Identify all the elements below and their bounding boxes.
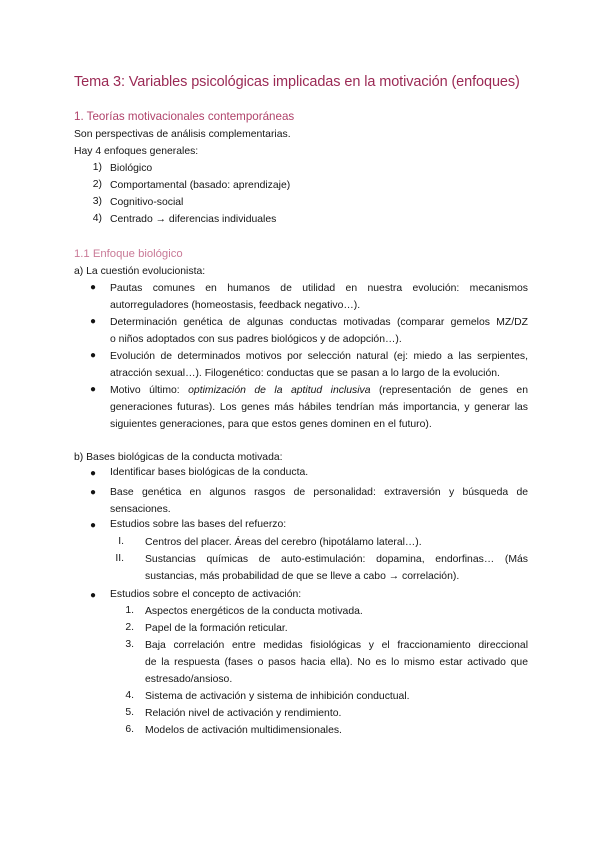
- text-fragment: Motivo último:: [110, 385, 189, 396]
- bullet-paragraph: [110, 280, 528, 314]
- sub-item-text: Papel de la formación reticular.: [145, 623, 288, 634]
- bullet-icon: ●: [90, 468, 97, 479]
- bullet-icon: ●: [90, 520, 97, 531]
- bullet-icon: ●: [90, 282, 97, 293]
- list-item: Cognitivo-social: [110, 197, 184, 208]
- list-item: Centrado → diferencias individuales: [110, 214, 277, 225]
- list-number: 3): [92, 196, 102, 207]
- section-1-intro-1: Son perspectivas de análisis complementarias.: [74, 129, 291, 140]
- sub-item-paragraph: [145, 637, 528, 688]
- bullet-text: Estudios sobre las bases del refuerzo:: [110, 519, 287, 530]
- page-title: Tema 3: Variables psicológicas implicadas en la motivación (enfoques): [74, 74, 520, 90]
- section-heading-1: 1. Teorías motivacionales contemporáneas: [74, 110, 295, 123]
- text-line: Evolución de determinados motivos por selección natural (ej: miedo a las serpientes,: [110, 351, 528, 362]
- text-line: Determinación genética de algunas conductas motivadas (comparar gemelos MZ/DZ: [110, 317, 528, 328]
- bullet-icon: ●: [90, 590, 97, 601]
- text-line: Pautas comunes en humanos de utilidad en nuestra evolución: mecanismos: [110, 283, 528, 294]
- list-number: 1.: [125, 605, 134, 616]
- list-number: 4.: [125, 690, 134, 701]
- text-line: Base genética en algunos rasgos de personalidad: extraversión y búsqueda de: [110, 487, 528, 498]
- list-number: 3.: [125, 639, 134, 650]
- sub-item-text: Aspectos energéticos de la conducta motivada.: [145, 606, 363, 617]
- text-line: Sustancias químicas de auto-estimulación: dopamina, endorfinas… (Más: [145, 554, 528, 565]
- emphasis-text: optimización de la aptitud inclusiva: [188, 385, 371, 396]
- list-number: 6.: [125, 724, 134, 735]
- text-line: generaciones futuras). Los genes más hábiles tendrían más importancia, y generar las: [110, 402, 528, 413]
- text-line: Baja correlación entre medidas fisiológicas y el fraccionamiento direccional: [145, 640, 528, 651]
- text-line: sensaciones.: [110, 504, 171, 515]
- sub-item-paragraph: [145, 551, 528, 585]
- text-fragment: (representación de genes en: [370, 385, 528, 396]
- list-item: Biológico: [110, 163, 153, 174]
- section-heading-1-1: 1.1 Enfoque biológico: [74, 248, 183, 260]
- text-line: sustancias, más probabilidad de que se lleve a cabo → correlación).: [145, 571, 460, 582]
- bullet-paragraph: [110, 348, 528, 382]
- text-line: o niños adoptados con sus padres biológicos y de adopción…).: [110, 334, 402, 345]
- text-line: siguientes generaciones, para que estos genes dominen en el futuro).: [110, 419, 432, 430]
- subsection-a-label: a) La cuestión evolucionista:: [74, 266, 206, 277]
- sub-item-text: Sistema de activación y sistema de inhibición conductual.: [145, 691, 410, 702]
- text-line: [110, 382, 528, 399]
- text-line: de la respuesta (fases o pasos hacia ella). No es lo mismo estar activado que: [145, 657, 528, 668]
- list-number: 5.: [125, 707, 134, 718]
- sub-item-text: Centros del placer. Áreas del cerebro (hipotálamo lateral…).: [145, 537, 422, 548]
- subsection-b-label: b) Bases biológicas de la conducta motivada:: [74, 452, 283, 463]
- list-number: 2): [92, 179, 102, 190]
- bullet-icon: ●: [90, 384, 97, 395]
- text-line: estresado/ansioso.: [145, 674, 233, 685]
- section-1-intro-2: Hay 4 enfoques generales:: [74, 146, 199, 157]
- list-item: Comportamental (basado: aprendizaje): [110, 180, 291, 191]
- roman-numeral: II.: [115, 553, 124, 564]
- list-number: 1): [92, 162, 102, 173]
- bullet-text: Identificar bases biológicas de la conducta.: [110, 467, 309, 478]
- bullet-icon: ●: [90, 350, 97, 361]
- roman-numeral: I.: [118, 536, 124, 547]
- bullet-paragraph: [110, 484, 528, 518]
- text-line: atracción sexual…). Filogenético: conductas que se pasan a lo largo de la evolución.: [110, 368, 500, 379]
- list-number: 4): [92, 213, 102, 224]
- bullet-paragraph: [110, 314, 528, 348]
- bullet-icon: ●: [90, 316, 97, 327]
- bullet-text: Estudios sobre el concepto de activación:: [110, 589, 302, 600]
- sub-item-text: Modelos de activación multidimensionales.: [145, 725, 342, 736]
- bullet-paragraph: [110, 382, 528, 433]
- sub-item-text: Relación nivel de activación y rendimiento.: [145, 708, 342, 719]
- list-number: 2.: [125, 622, 134, 633]
- bullet-icon: ●: [90, 487, 97, 498]
- text-line: autorreguladores (homeostasis, feedback negativo…).: [110, 300, 361, 311]
